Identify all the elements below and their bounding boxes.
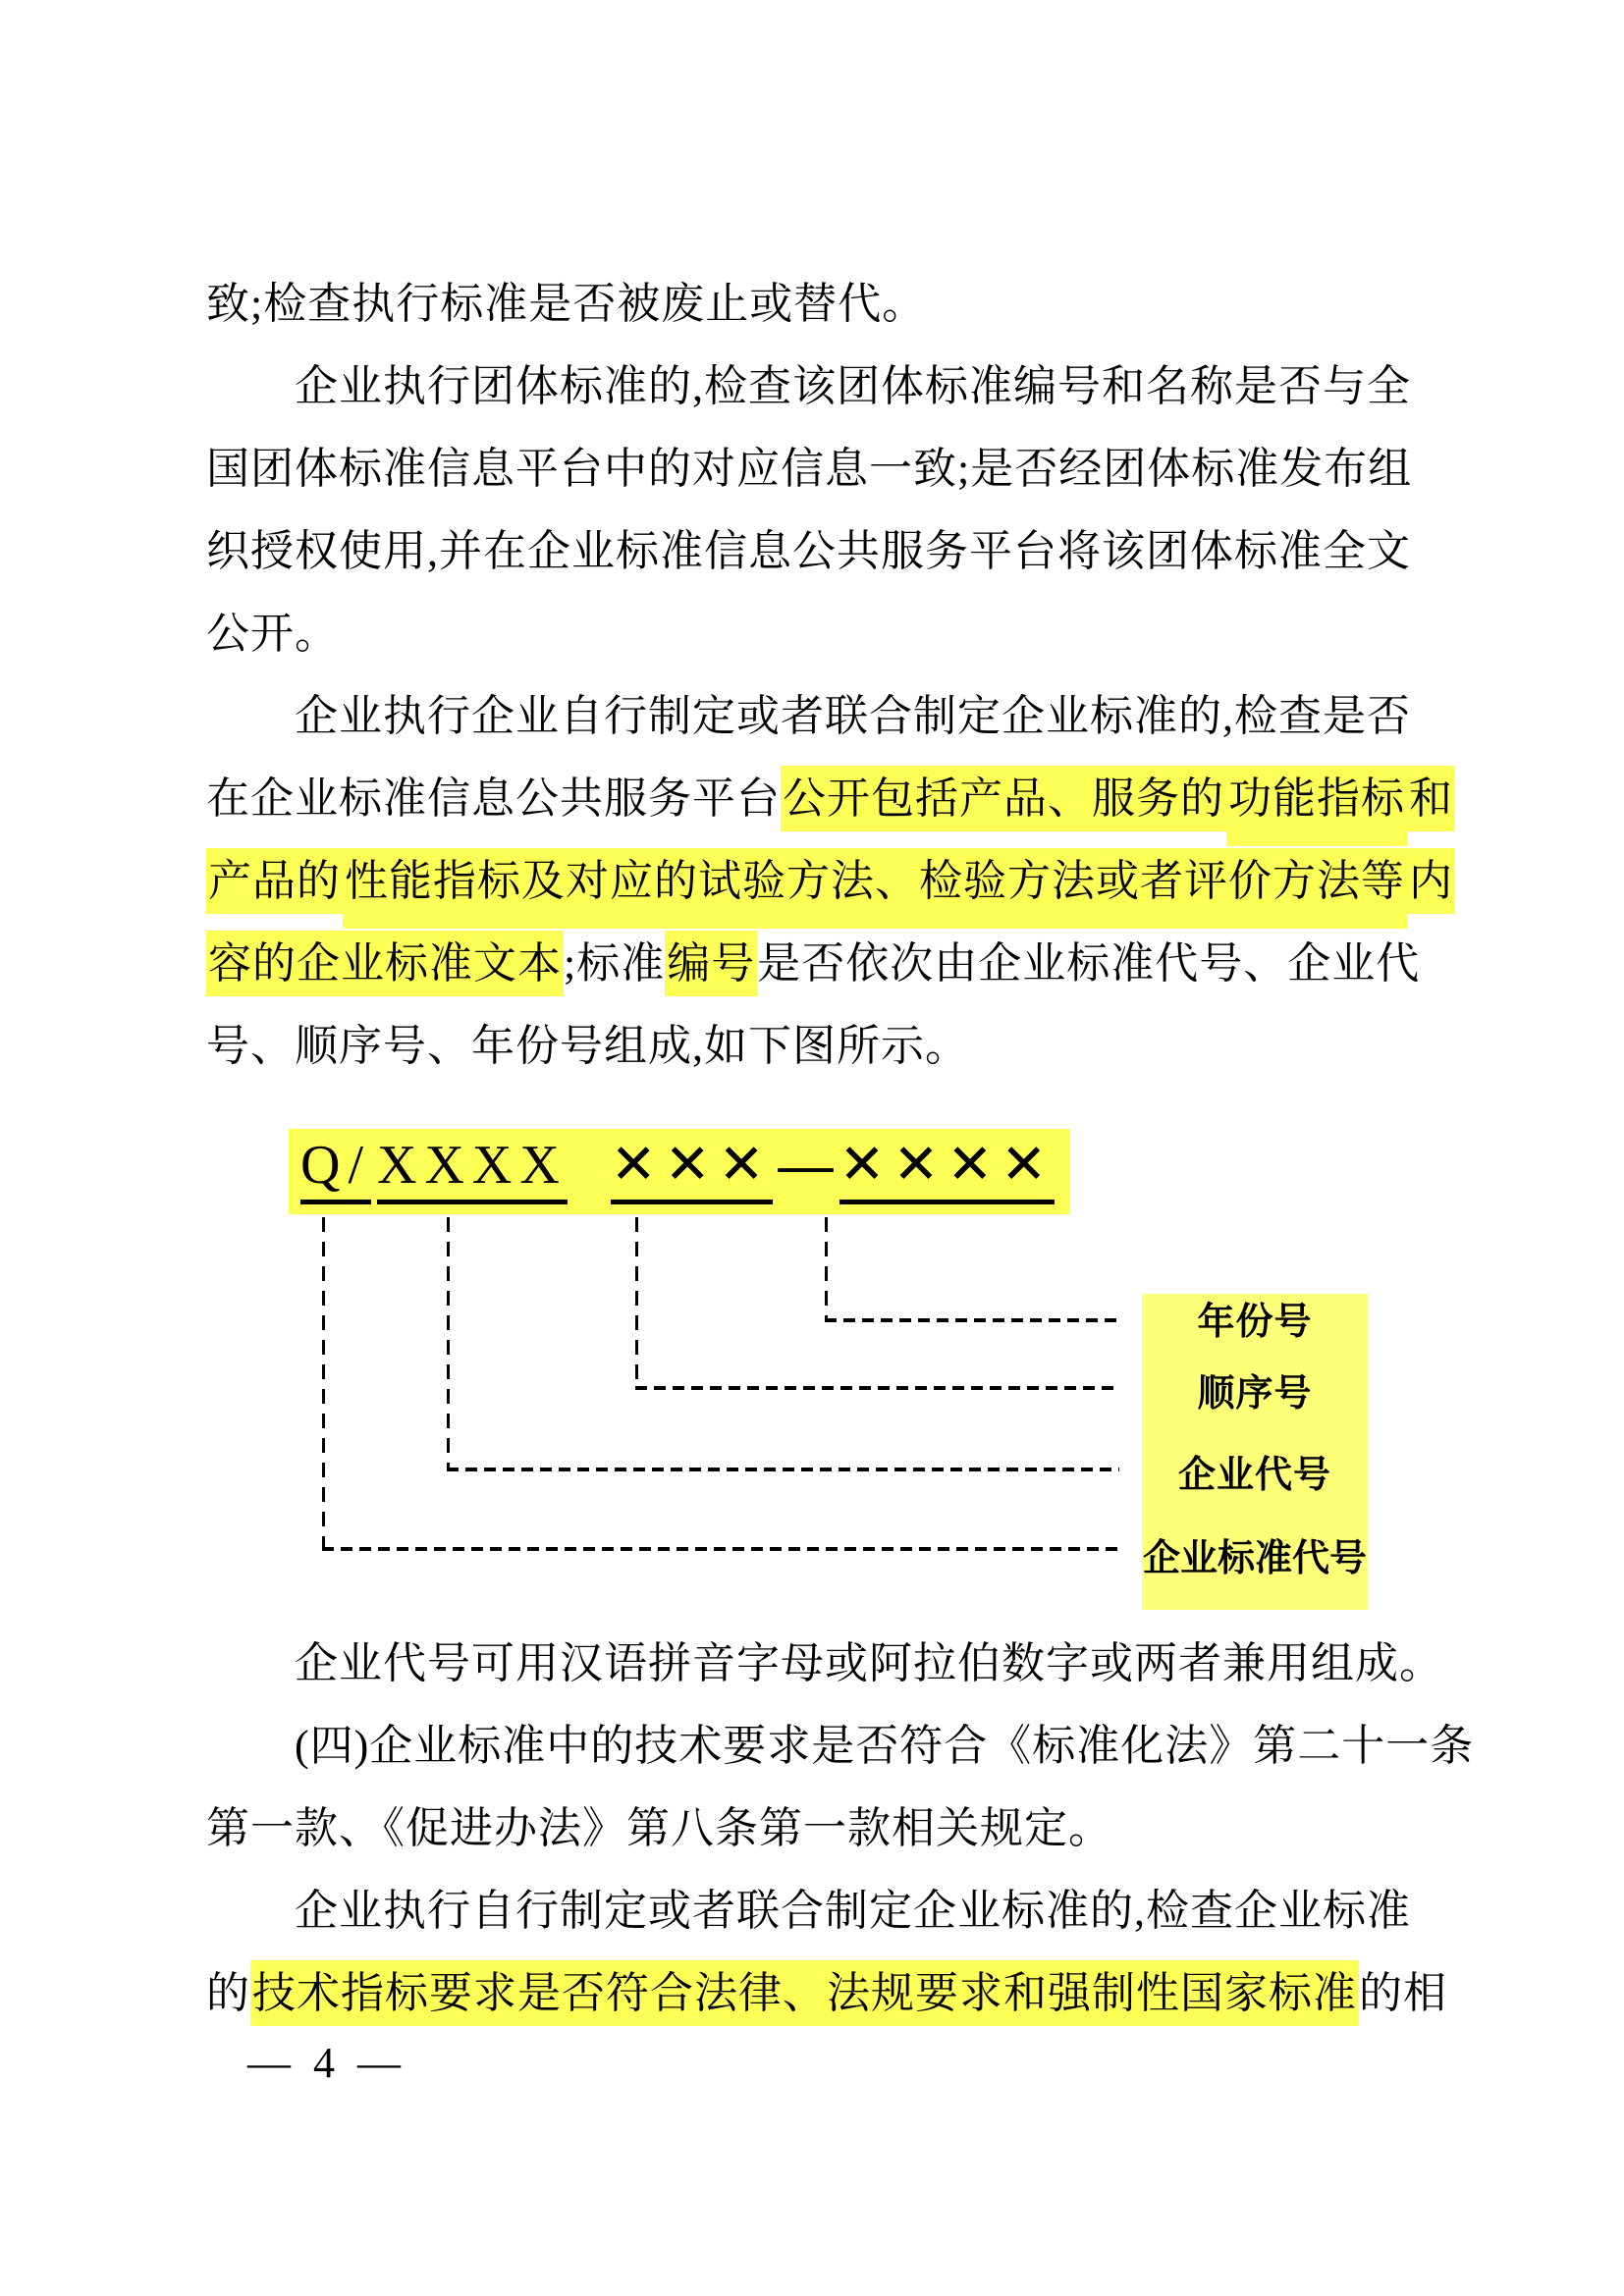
highlighted-text-segment: 公开包括产品、服务的 [781,766,1226,831]
text-line [206,1788,1443,1870]
text-segment: 织授权使用,并在企业标准信息公共服务平台将该团体标准全文 [206,527,1411,575]
text-line [206,428,1443,510]
diagram-label: 顺序号 [1197,1373,1313,1415]
text-line [206,510,1443,593]
formula-group: ✕✕✕✕ [839,1135,1056,1204]
text-line [206,758,1453,840]
text-line [206,346,1443,428]
text-segment: 的 [206,1969,250,2017]
formula-group: — [778,1135,834,1196]
body-text-upper [206,263,1453,1088]
text-line [206,263,1443,346]
text-segment: 公开。 [206,610,339,658]
text-segment: (四)企业标准中的技术要求是否符合《标准化法》第二十一条 [295,1722,1475,1770]
text-segment: 国团体标准信息平台中的对应信息一致;是否经团体标准发布组 [206,445,1413,493]
diagram-label-box [1142,1294,1368,1610]
text-line [206,1005,1443,1088]
text-line [206,1870,1443,1952]
text-line [206,923,1443,1005]
diagram-label: 年份号 [1197,1302,1313,1343]
page-number: — 4 — [247,2039,406,2087]
highlighted-text-segment: 容的企业标准文本 [206,931,564,996]
body-text-lower [206,1623,1475,2035]
connector-horizontal-enterprise-standard-code [322,1547,1119,1551]
text-segment: 号、顺序号、年份号组成,如下图所示。 [206,1022,969,1070]
text-line [206,1952,1447,2035]
text-segment: 致;检查执行标准是否被废止或替代。 [206,280,927,328]
text-segment: 是否依次由企业标准代号、企业代 [757,939,1421,988]
highlighted-text-segment: 功能指标 [1226,766,1407,846]
diagram-label: 企业代号 [1177,1455,1331,1496]
highlighted-text-segment: 技术指标要求是否符合法律、法规要求和强制性国家标准 [250,1960,1359,2026]
text-segment: 的相 [1359,1969,1447,2017]
text-line [206,593,1443,675]
highlighted-text-segment: 内 [1407,848,1455,914]
text-segment: 在企业标准信息公共服务平台 [206,774,781,823]
connector-horizontal-enterprise-code [447,1468,1119,1471]
connector-horizontal-sequence-number [635,1386,1119,1390]
standard-number-formula [289,1129,1070,1214]
text-segment: 企业执行自行制定或者联合制定企业标准的,检查企业标准 [295,1887,1411,1935]
text-segment: ;标准 [564,939,666,988]
connector-vertical-sequence-number [635,1217,638,1388]
highlighted-text-segment: 编号 [665,931,757,996]
connector-vertical-enterprise-standard-code [322,1217,325,1549]
formula-group: XXXX [377,1135,568,1204]
text-line [206,1705,1475,1788]
text-segment: 企业代号可用汉语拼音字母或阿拉伯数字或两者兼用组成。 [295,1639,1443,1687]
highlighted-text-segment: 性能指标及对应的试验方法、检验方法或者评价方法等 [343,848,1407,929]
text-line [206,1623,1443,1705]
formula-group: Q/ [300,1135,371,1204]
connector-vertical-year-number [825,1217,828,1320]
diagram-label: 企业标准代号 [1142,1538,1367,1579]
text-segment: 企业执行企业自行制定或者联合制定企业标准的,检查是否 [295,692,1411,740]
connector-vertical-enterprise-code [447,1217,450,1469]
connector-horizontal-year-number [825,1318,1119,1322]
highlighted-text-segment: 和 [1407,766,1455,831]
text-segment: 第一款、《促进办法》第八条第一款相关规定。 [206,1804,1112,1852]
text-segment: 企业执行团体标准的,检查该团体标准编号和名称是否与全 [295,362,1411,410]
text-line [206,840,1453,923]
formula-group: ✕✕✕ [611,1135,773,1204]
text-line [206,675,1443,758]
highlighted-text-segment: 产品的 [206,848,343,914]
